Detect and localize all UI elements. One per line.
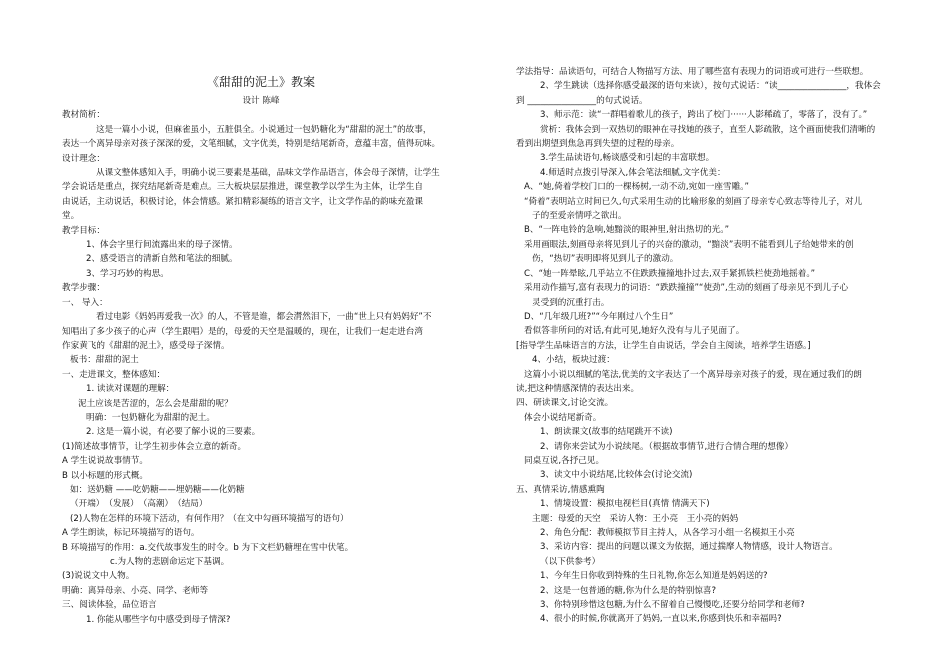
text-line: A 学生朗读，标记环境描写的语句。 [62, 528, 200, 539]
text-line: 2、请你来尝试为小说续尾。（根据故事情节,进行合情合理的想像） [540, 441, 794, 452]
text-line: (2)人物在怎样的环境下活动，有何作用？（在文中勾画环境描写的语句） [70, 513, 349, 524]
text-line: 1、体会字里行间流露出来的母子深情。 [86, 240, 238, 251]
text-line: 4、小结，板块过渡： [532, 355, 615, 366]
text-line: 1. 读读对课题的理解： [86, 384, 175, 395]
text-line: （开端） （发展） （高潮） （结局） [70, 499, 208, 510]
text-line: 3.学生品读语句,畅谈感受和引起的丰富联想。 [540, 153, 715, 164]
text-line: 教学目标： [62, 225, 105, 236]
text-line: 泥土应该是苦涩的，怎么会是甜甜的呢？ [78, 398, 233, 409]
text-line: 看到出期望到焦急再到失望的过程的母亲。 [516, 139, 680, 150]
text-line: B 环境描写的作用：a.交代故事发生的时令。b 为下文栏奶糖埋在雪中伏笔。 [62, 542, 354, 553]
text-line: 子的至爱亲情呼之欲出。 [532, 211, 627, 222]
text-line: 四、研读课文,讨论交流。 [516, 398, 614, 409]
text-line: 作家黄飞的《甜甜的泥土》，感受母子深情。 [62, 340, 230, 351]
text-line: (1)简述故事情节，让学生初步体会立意的新奇。 [62, 441, 247, 452]
text-line: (3)说说文中人物。 [62, 571, 135, 582]
text-line: 1、情境设置：模拟电视栏目(真情 情满天下) [540, 499, 710, 510]
right-column [516, 65, 936, 627]
text-line: C、“她一阵晕眩,几乎站立不住跌跌撞撞地扑过去,双手紧抓铁栏使劲地摇着。” [524, 268, 816, 279]
text-line: 堂。 [62, 211, 80, 222]
text-line: 2、角色分配：教师模拟节目主持人，从各学习小组一名模拟王小亮 [540, 528, 795, 538]
text-line: 1、今年生日你收到特殊的生日礼物,你怎么知道是妈妈送的? [540, 571, 768, 582]
text-line: 五、真情采访,情感熏陶 [516, 484, 605, 495]
left-column [62, 72, 460, 627]
text-line: 1. 你能从哪些字句中感受到母子情深? [86, 614, 231, 625]
text-line: 看过电影《妈妈再爱我一次》的人，不管是谁，都会潸然泪下，一曲“世上只有妈妈好”不 [96, 312, 432, 323]
text-line: B 以小标题的形式概。 [62, 470, 148, 481]
text-line: 3、你特别珍惜这包糖,为什么不留着自己慢慢吃,还要分给同学和老师? [540, 600, 805, 611]
text-line: 从课文整体感知入手，明确小说三要素是基础，品味文学作品语言，体会母子深情，让学生 [96, 168, 440, 179]
text-line: 主题：母爱的天空 采访人物：王小亮 王小亮的妈妈 [532, 513, 739, 524]
text-line: 1、朗读课文(故事的结尾跳开不读) [540, 427, 673, 438]
text-line: 如：送奶糖 ——吃奶糖——埋奶糖——化奶糖 [70, 484, 245, 495]
text-line: 2、这是一包普通的糖,你为什么是的特别惊喜? [540, 585, 717, 596]
text-line: 2、感受语言的清新自然和笔法的细腻。 [86, 254, 238, 265]
text-line: 学法指导：品读语句，可结合人物描写方法、用了哪些富有表现力的词语或可进行一些联想。 [516, 67, 869, 77]
text-line: 采用动作描写,富有表现力的词语：“跌跌撞撞”“使劲”,生动的刻画了母亲见不到儿子心 [524, 283, 849, 294]
doc-title: 《甜甜的泥土》教案 [206, 75, 315, 89]
text-line: 明确：一包奶糖化为甜甜的泥土。 [86, 412, 215, 423]
text-line: 同桌互说,各抒己见。 [524, 455, 605, 466]
text-line: 一、 导入： [62, 297, 108, 308]
text-line: 明确：离异母亲、小亮、同学、老师等 [62, 585, 209, 596]
text-line: 采用画眼法,刻画母亲将见到儿子的兴奋的激动，“黯淡”表明不能看到儿子给她带来的创 [524, 239, 854, 250]
text-line: 灵受到的沉重打击。 [532, 297, 610, 308]
text-line: （以下供参考） [540, 556, 601, 567]
text-line: 学会说话是重点，探究结尾新奇是难点。三大板块层层推进，课堂教学以学生为主体，让学生自 [62, 182, 423, 193]
text-line: “倚着”表明站立时间已久,句式采用生动的比喻形象的刻画了母亲专心致志等待儿子，对儿 [524, 196, 863, 207]
text-line: 这篇小小说以细腻的笔法,优美的文字表达了一个离异母亲对孩子的爱，现在通过我们的朗 [524, 369, 862, 380]
text-line: B、“一阵电铃的急响,她黯淡的眼神里,射出热切的光。” [524, 225, 730, 236]
text-line: 3、学习巧妙的构思。 [86, 268, 169, 279]
text-line: 赏析：我体会到一双热切的眼神在寻找她的孩子，直至人影疏散，这个画面使我们清晰的 [540, 124, 876, 135]
text-line: 表达一个离异母亲对孩子深深的爱，文笔细腻，文字优美，特别是结尾新奇，意蕴丰富，值得玩味。 [62, 139, 441, 150]
text-line: D、“几年级几班?”“今年刚过八个生日” [524, 311, 674, 322]
text-line: 由说话，主动说话，积极讨论，体会情感。紧扣精彩凝练的语言文字，让文学作品的韵味充盈课 [62, 196, 423, 207]
text-line: 看似答非所问的对话,有此可见,她好久没有与儿子见面了。 [524, 326, 745, 337]
text-line: A 学生说说故事情节。 [62, 456, 148, 467]
text-line: 读,把这种情感深情的表达出来。 [516, 383, 640, 394]
text-line: 体会小说结尾新奇。 [524, 412, 602, 423]
doc-author: 设计 陈峰 [242, 96, 280, 106]
text-line: 到 ________________的句式说话。 [516, 95, 648, 106]
text-line: 3、师示范：读“一群唱着歌儿的孩子，跨出了校门······人影稀疏了，零落了，没有了。” [540, 110, 868, 121]
text-line: 板书：甜甜的泥土 [70, 355, 139, 366]
text-line: 伤，“热切”表明即将见到儿子的激动。 [532, 254, 679, 265]
text-line: 教材简析： [62, 110, 105, 121]
text-line: 4、很小的时候,你就离开了妈妈,一直以来,你感到快乐和幸福吗? [540, 614, 782, 625]
text-line: 3、读文中小说结尾,比较体会(讨论交流) [540, 470, 693, 481]
text-line: 这是一篇小小说，但麻雀虽小，五脏俱全。小说通过一包奶糖化为“甜甜的泥土”的故事， [96, 124, 432, 135]
text-line: 一、走进课文，整体感知： [62, 369, 166, 380]
text-line: 3、采访内容：提出的问题以课文为依据，通过揣摩人物情感，设计人物语言。 [540, 542, 838, 553]
text-line: 4.师适时点拨引导深入,体会笔法细腻,文字优美： [540, 167, 726, 178]
text-line: 2. 这是一篇小说，有必要了解小说的三要素。 [86, 427, 261, 438]
text-line: 教学步骤： [62, 283, 105, 294]
text-line: A、“她,倚着学校门口的一棵杨树,一动不动,宛如一座雪雕。” [524, 182, 749, 193]
text-line: 知唱出了多少孩子的心声（学生跟唱）是的，母爱的天空是温暖的，现在，让我们一起走进台湾 [62, 326, 423, 337]
text-line: [指导学生品味语言的方法，让学生自由说话，学会自主阅读，培养学生语感。] [516, 340, 811, 351]
text-line: 三、阅读体验，品位语言 [62, 600, 157, 611]
text-line: c.为人物的悲剧命运定下基调。 [110, 557, 230, 567]
text-line: 设计理念： [62, 153, 105, 164]
text-line: 2、学生跳读（选择你感受最深的语句来读），按句式说话：“读________________，我体会 [540, 81, 881, 92]
